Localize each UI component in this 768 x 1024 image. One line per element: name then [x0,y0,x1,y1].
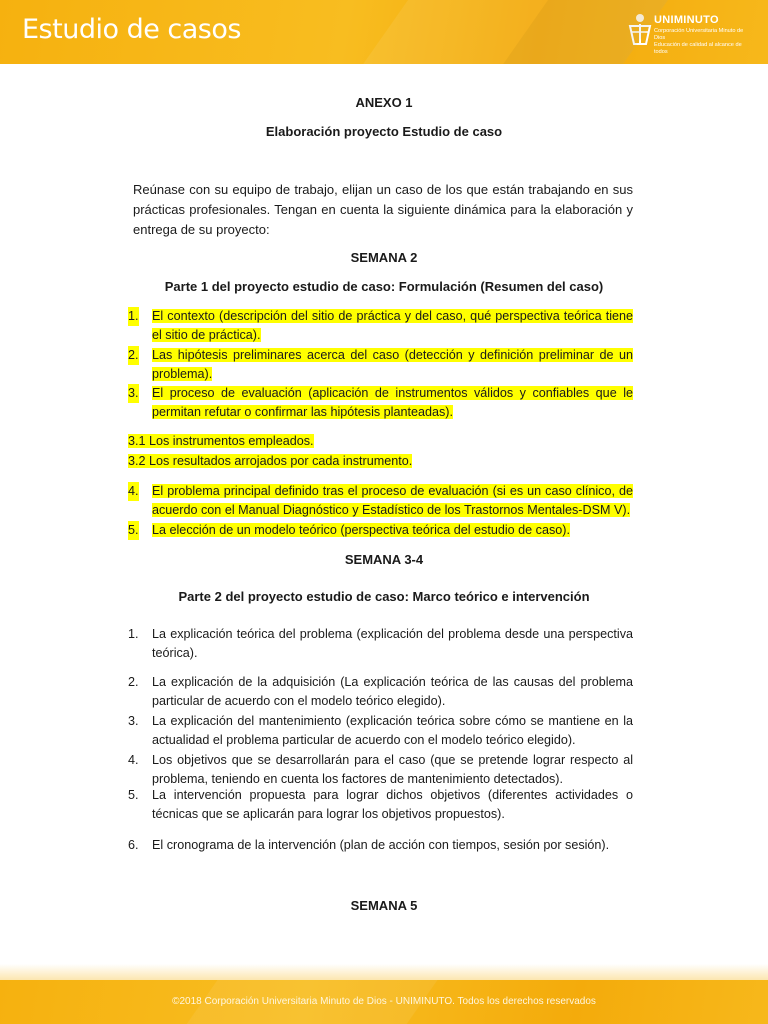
logo-subtitle-line2: Educación de calidad al alcance de todos [654,42,742,55]
part1-subitem-3-1 [128,432,633,451]
item-number: 5. [128,788,139,802]
item-number: 2. [128,675,139,689]
item-text: La explicación de la adquisición (La explicación teórica de las causas del problema particular de acuerdo con el modelo teórico elegido). [152,675,633,708]
part2-item-6 [128,836,633,855]
item-number: 1. [128,307,139,326]
item-number: 3. [128,714,139,728]
part1-item-2 [128,346,633,384]
uniminuto-logo [626,12,756,55]
logo-icon [626,12,654,46]
part2-item-5 [128,786,633,824]
part1-item-5 [128,521,633,540]
item-text: El problema principal definido tras el proceso de evaluación (si es un caso clínico, de acuerdo con el Manual Diagnóstico y Estadístico de los Trastornos Mentales-DSM V). [152,484,633,517]
page-footer [0,980,768,1024]
item-text: La explicación del mantenimiento (explicación teórica sobre cómo se mantiene en la actualidad el problema particular de acuerdo con el modelo teórico elegido). [152,714,633,747]
footer-copyright: ©2018 Corporación Universitaria Minuto de Dios - UNIMINUTO. Todos los derechos reservados [172,996,596,1007]
logo-name: UNIMINUTO [654,14,719,26]
part2-item-1 [128,625,633,663]
item-text: La intervención propuesta para lograr dichos objetivos (diferentes actividades o técnicas que se aplicarán para lograr los objetivos propuestos). [152,788,633,821]
part2-item-4 [128,751,633,789]
item-text: El proceso de evaluación (aplicación de instrumentos válidos y confiables que le permitan refutar o confirmar las hipótesis planteadas). [152,386,633,419]
part2-item-3 [128,712,633,750]
page-header [0,0,768,64]
part2-item-2 [128,673,633,711]
header-title: Estudio de casos [22,14,241,45]
item-number: 3. [128,384,139,403]
item-text: Los objetivos que se desarrollarán para el caso (que se pretende lograr respecto al problema, teniendo en cuenta los factores de mantenimiento detectados). [152,753,633,786]
part-2-heading: Parte 2 del proyecto estudio de caso: Marco teórico e intervención [178,589,590,604]
item-text: La elección de un modelo teórico (perspectiva teórica del estudio de caso). [152,523,570,537]
item-number: 2. [128,346,139,365]
part-1-heading: Parte 1 del proyecto estudio de caso: Formulación (Resumen del caso) [164,279,604,294]
part1-item-3 [128,384,633,422]
item-number: 1. [128,627,139,641]
footer-fade [0,964,768,980]
item-number: 5. [128,521,139,540]
logo-subtitle [654,28,754,56]
part1-subitem-3-2 [128,452,633,471]
annex-title: ANEXO 1 [355,95,413,110]
item-number: 4. [128,482,139,501]
item-text: Las hipótesis preliminares acerca del caso (detección y definición preliminar de un problema). [152,348,633,381]
subitem-text: 3.1 Los instrumentos empleados. [128,434,314,448]
part1-item-4 [128,482,633,520]
item-text: El cronograma de la intervención (plan de acción con tiempos, sesión por sesión). [152,838,610,852]
week-5-heading: SEMANA 5 [350,898,418,913]
document-subtitle: Elaboración proyecto Estudio de caso [265,124,503,139]
week-3-4-heading: SEMANA 3-4 [344,552,424,567]
item-number: 4. [128,753,139,767]
item-text: El contexto (descripción del sitio de práctica y del caso, qué perspectiva teórica tiene el sitio de práctica). [152,309,633,342]
intro-paragraph: Reúnase con su equipo de trabajo, elijan un caso de los que están trabajando en sus prácticas profesionales. Tengan en cuenta la siguiente dinámica para la elaboración y entrega de su proyecto: [133,182,633,237]
part1-item-1 [128,307,633,345]
item-text: La explicación teórica del problema (explicación del problema desde una perspectiva teórica). [152,627,633,660]
item-number: 6. [128,838,139,852]
week-2-heading: SEMANA 2 [350,250,418,265]
logo-subtitle-line1: Corporación Universitaria Minuto de Dios [654,28,744,41]
subitem-text: 3.2 Los resultados arrojados por cada instrumento. [128,454,413,468]
